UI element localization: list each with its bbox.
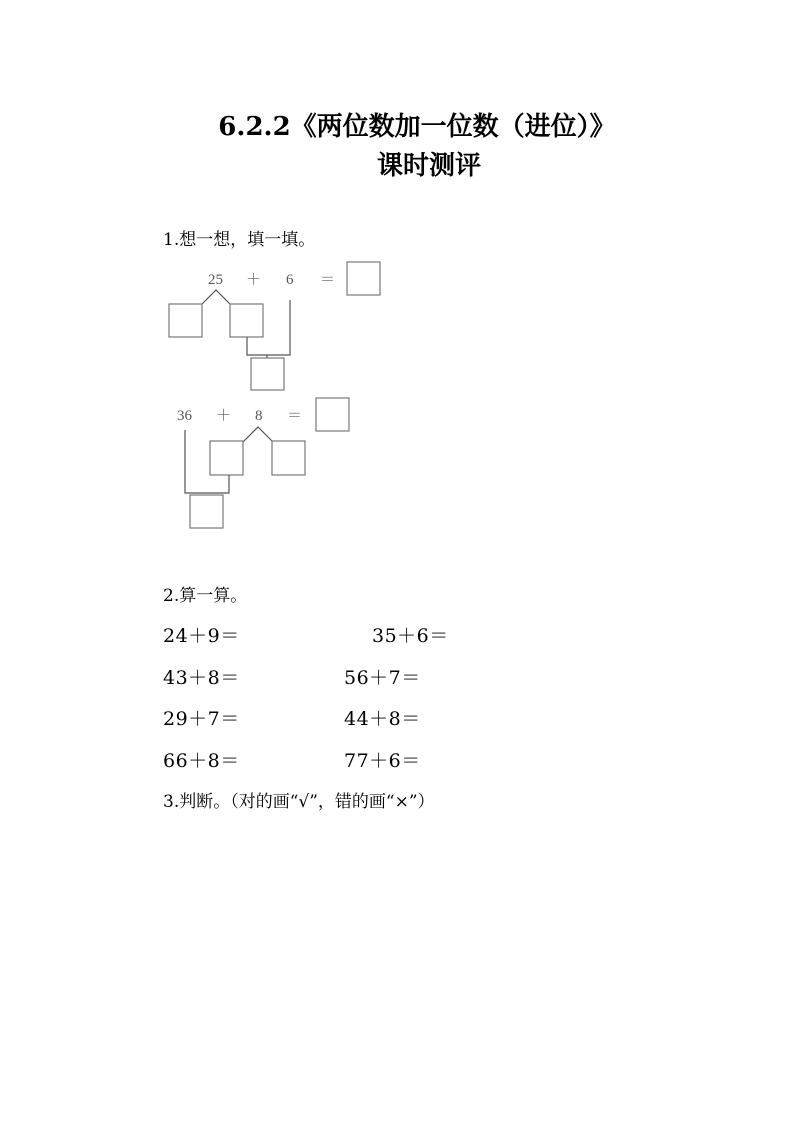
diagram1-addend-a: 25 <box>208 272 223 288</box>
diagram1-answer-box[interactable] <box>347 262 380 295</box>
diagram2-split-box-b[interactable] <box>272 441 305 475</box>
diagram1-addend-b: 6 <box>286 272 294 288</box>
question-3-label: 3.判断。（对的画“√”，错的画“×”） <box>163 792 435 812</box>
diagram1-split-lines <box>201 290 231 305</box>
calc-0-right: 35＋6＝ <box>372 625 449 647</box>
calc-2-right: 44＋8＝ <box>344 708 421 730</box>
question-2-label: 2.算一算。 <box>163 586 248 606</box>
calc-2-left: 29＋7＝ <box>163 708 240 730</box>
calc-1-right: 56＋7＝ <box>344 667 421 689</box>
diagram2-answer-box[interactable] <box>316 398 349 431</box>
diagram1-sum-box[interactable] <box>251 358 284 390</box>
diagram2-addend-b: 8 <box>255 408 263 424</box>
calc-3-right: 77＋6＝ <box>344 750 421 772</box>
calc-0-left: 24＋9＝ <box>163 625 240 647</box>
diagram1-equals: ＝ <box>320 272 336 288</box>
calc-3-left: 66＋8＝ <box>163 750 240 772</box>
question-1-label: 1.想一想，填一填。 <box>163 230 316 250</box>
calc-1-left: 43＋8＝ <box>163 667 240 689</box>
diagram2-split-box-a[interactable] <box>210 441 243 475</box>
diagram2-addend-a: 36 <box>177 408 192 424</box>
diagram1-split-box-ones[interactable] <box>230 304 263 337</box>
split-diagram <box>0 0 794 560</box>
diagram2-split-lines <box>243 427 273 442</box>
diagram1-split-box-tens[interactable] <box>169 304 202 337</box>
diagram2-sum-box[interactable] <box>190 495 223 528</box>
diagram1-operator: ＋ <box>246 272 262 288</box>
worksheet-subtitle: 课时测评 <box>376 151 481 181</box>
worksheet-title: 6.2.2《两位数加一位数（进位）》 <box>218 112 616 142</box>
diagram2-operator: ＋ <box>216 408 232 424</box>
diagram2-equals: ＝ <box>287 408 303 424</box>
